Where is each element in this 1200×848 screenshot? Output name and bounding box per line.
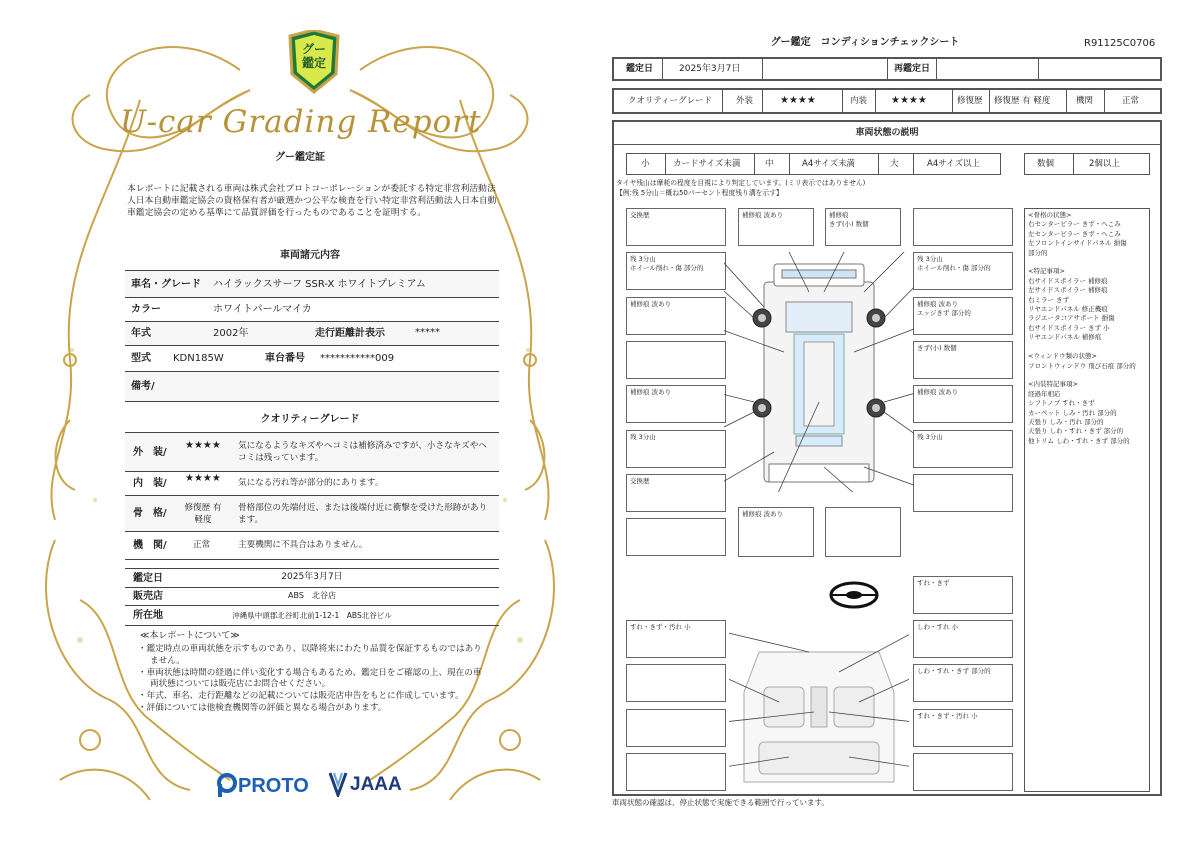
summary-panel	[1024, 208, 1150, 792]
tire-example: 【例:残 5分山＝概ね50パーセント程度残り溝を示す】	[616, 189, 783, 197]
repair-value: 修復歴 有 軽度	[994, 96, 1051, 106]
notice-item: ・鑑定時点の車両状態を示すものであり、以降将来にわたり品質を保証するものではありません。	[138, 644, 482, 666]
size-legend	[626, 153, 1001, 175]
int-box	[626, 709, 726, 747]
name-value: ハイラックスサーフ SSR-X ホワイトプレミアム	[213, 279, 426, 290]
steering-wheel-icon	[828, 580, 880, 610]
dealer-label: 販売店	[133, 591, 163, 602]
doc-id: R91125C0706	[1084, 38, 1156, 49]
ext-box: 交換歴	[626, 208, 726, 246]
mileage-label: 走行距離計表示	[315, 328, 385, 339]
int-box: しわ・すれ 小	[913, 620, 1013, 658]
color-label: カラー	[131, 304, 161, 315]
date-row	[612, 57, 1162, 81]
frame-value: 修復歴 有 軽度	[184, 503, 222, 525]
ext-box: 補修痕 きず(小) 数個	[825, 208, 901, 246]
count-legend	[1024, 153, 1150, 175]
engine-label: 機関	[1076, 96, 1094, 106]
ext-box: 残 3分山	[626, 430, 726, 468]
repair-label: 修復歴	[957, 96, 983, 106]
ext-box	[626, 518, 726, 556]
interior-stars: ★★★★	[185, 473, 221, 484]
remarks-label: 備考/	[131, 381, 155, 392]
spec-row-remarks	[125, 372, 499, 402]
notice-item: ・年式、車名、走行距離などの記載については販売店申告をもとに作成しています。	[138, 691, 464, 702]
engine-value: 正常	[1122, 96, 1140, 106]
address-label: 所在地	[133, 610, 163, 621]
model-label: 型式	[131, 353, 151, 364]
ext-box: 残 3分山 ホイール削れ・傷 部分的	[626, 252, 726, 290]
quality-row-interior	[125, 472, 499, 496]
section-title: 車両状態の説明	[855, 128, 919, 138]
spec-row-name	[125, 270, 499, 298]
exterior-stars: ★★★★	[185, 440, 221, 451]
date-label: 鑑定日	[626, 64, 654, 74]
proto-logo-text: PROTO	[238, 775, 309, 797]
interior-stars: ★★★★	[891, 95, 927, 106]
notice-item: ・車両状態は時間の経過に伴い変化する場合もあるため、鑑定日をご確認の上、現在の車両状態については販売店にお問合せください。	[138, 667, 482, 690]
exterior-label: 外装	[736, 96, 754, 106]
quality-title: クオリティーグレード	[260, 414, 360, 425]
car-top-view-diagram	[724, 252, 914, 492]
spec-row-color	[125, 298, 499, 322]
cert-text: 本レポートに記載される車両は株式会社プロトコーポレーションが委託する特定非営利活動法人日本自動車鑑定協会の資格保有者が厳選かつ公平な検査を行い特定非営利活動法人日本自動車鑑定協会の定める基準にて品質評価を行ったものであることを証明する。	[127, 184, 497, 218]
quality-row-frame	[125, 496, 499, 532]
size-small-desc: カードサイズ未満	[673, 159, 741, 169]
chassis-value: ***********009	[320, 353, 395, 364]
ext-box: 残 3分山	[913, 430, 1013, 468]
mileage-value: *****	[415, 327, 440, 338]
int-box	[913, 753, 1013, 791]
badge-text: グー 鑑定	[301, 42, 326, 70]
ext-box	[626, 341, 726, 379]
notice-item: ・評価については他検査機関等の評価と異なる場合があります。	[138, 702, 387, 713]
ext-box	[825, 507, 901, 557]
reinspect-label: 再鑑定日	[894, 64, 931, 74]
count-label: 数個	[1037, 159, 1055, 169]
frame-text: 骨格部位の先端付近、または後端付近に衝撃を受けた形跡があります。	[238, 503, 488, 525]
notice-list	[138, 644, 490, 715]
year-value: 2002年	[213, 328, 249, 339]
jaaa-mark-icon	[328, 771, 348, 797]
engine-text: 主要機関に不具合はありません。	[238, 540, 368, 550]
address-value: 沖縄県中頭郡北谷町北前1-12-1 ABS北谷ビル	[232, 611, 392, 620]
info-row-address	[125, 606, 499, 626]
dealer-value: ABS 北谷店	[288, 591, 336, 600]
quality-row-engine	[125, 532, 499, 560]
ext-box: 補修痕 波あり	[738, 507, 814, 557]
frame-label: 骨 格/	[133, 508, 167, 519]
size-large-desc: A4サイズ以上	[927, 159, 981, 169]
size-large: 大	[890, 159, 899, 169]
ext-box: 交換歴	[626, 474, 726, 512]
interior-label: 内装	[850, 96, 868, 106]
date-value: 2025年3月7日	[679, 64, 741, 74]
chassis-label: 車台番号	[265, 353, 305, 364]
date-label: 鑑定日	[133, 573, 163, 584]
goo-kantei-badge	[286, 30, 342, 94]
notice-title: ≪本レポートについて≫	[140, 631, 240, 641]
name-label: 車名・グレード	[131, 279, 201, 290]
engine-label: 機 関/	[133, 540, 167, 551]
info-row-dealer	[125, 588, 499, 606]
jaaa-logo	[328, 770, 410, 800]
ext-box: 残 3分山 ホイール削れ・傷 部分的	[913, 252, 1013, 290]
int-box: すれ・きず・汚れ 小	[626, 620, 726, 658]
year-label: 年式	[131, 328, 151, 339]
tire-note: タイヤ残山は摩耗の程度を目視により判定しています。(ミリ表示ではありません)	[616, 179, 866, 187]
ext-box: 補修痕 波あり エッジきず 部分的	[913, 297, 1013, 335]
exterior-label: 外 装/	[133, 447, 167, 458]
model-value: KDN185W	[173, 353, 224, 364]
specs-title: 車両諸元内容	[280, 250, 340, 261]
engine-value: 正常	[193, 540, 211, 550]
script-title: U-car Grading Report	[120, 104, 482, 140]
color-value: ホワイトパールマイカ	[213, 304, 312, 315]
interior-label: 内 装/	[133, 478, 167, 489]
count-desc: 2個以上	[1089, 159, 1120, 169]
cert-title: グー鑑定証	[275, 152, 325, 163]
int-box	[626, 753, 726, 791]
summary-text: <骨格の状態> 右センターピラー きず・へこみ 左センターピラー きず・へこみ 左フロントインサイドパネル 損傷 部分的 <特記事項> 右サイドスポイラー 補修痕 左サイドスポイラー 補修痕 右ミラー きず リヤエンドパネル 修正機痕 ラジエータコアサポート 損傷 右サイドスポイラー きず 小 リヤエンドパネル 補修痕 <ウィンドウ類の状態> フロントウィンドウ 飛び石痕 部分的 <内装特記事項> 経過年相応 シフトノブ すれ・きず カーペット しみ・汚れ 部分的 天張り しみ・汚れ 部分的 天張り しわ・すれ・きず 部分的 他トリム しわ・すれ・きず 部分的	[1028, 211, 1136, 445]
date-value: 2025年3月7日	[281, 572, 343, 582]
spec-row-year	[125, 322, 499, 346]
car-interior-diagram	[729, 632, 909, 792]
size-mid-desc: A4サイズ未満	[802, 159, 856, 169]
condition-frame	[612, 120, 1162, 796]
interior-text: 気になる汚れ等が部分的にあります。	[238, 478, 384, 488]
sheet-title: グー鑑定 コンディションチェックシート	[770, 37, 960, 48]
size-small: 小	[641, 159, 650, 169]
quality-row-exterior	[125, 432, 499, 472]
proto-mark-icon	[216, 772, 238, 798]
ext-box: 補修痕 波あり	[738, 208, 814, 246]
jaaa-logo-text: JAAA	[350, 774, 402, 795]
int-box: すれ・きず	[913, 576, 1013, 614]
exterior-stars: ★★★★	[780, 95, 816, 106]
sheet-footer: 車両状態の確認は、停止状態で実施できる範囲で行っています。	[612, 798, 829, 807]
ext-box	[913, 208, 1013, 246]
info-row-date	[125, 568, 499, 588]
ext-box: きず(小) 数個	[913, 341, 1013, 379]
ext-box: 補修痕 波あり	[626, 297, 726, 335]
proto-logo	[216, 770, 326, 800]
ext-box: 補修痕 波あり	[626, 385, 726, 423]
size-mid: 中	[765, 159, 774, 169]
int-box: しわ・すれ・きず 部分的	[913, 664, 1013, 702]
int-box	[626, 664, 726, 702]
ext-box: 補修痕 波あり	[913, 385, 1013, 423]
condition-check-sheet	[600, 0, 1200, 848]
ext-box	[913, 474, 1013, 512]
quality-label: クオリティーグレード	[628, 96, 713, 106]
quality-row	[612, 88, 1162, 114]
int-box: すれ・きず・汚れ 小	[913, 709, 1013, 747]
spec-row-model	[125, 346, 499, 372]
exterior-text: 気になるようなキズやヘコミは補修済みですが、小さなキズやヘコミは残っています。	[238, 441, 487, 463]
